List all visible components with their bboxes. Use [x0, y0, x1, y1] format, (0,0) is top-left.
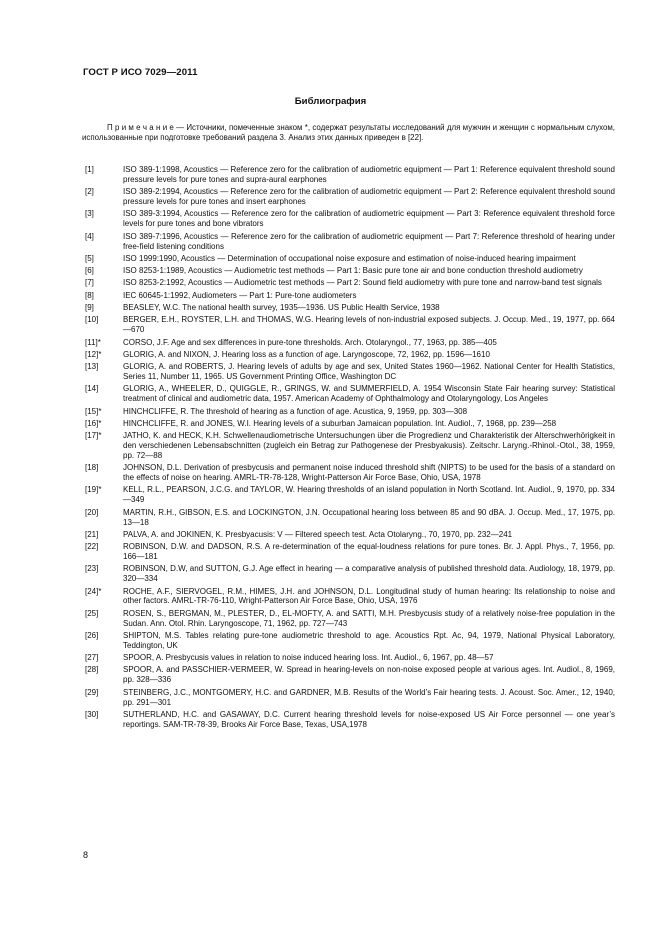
reference-item [82, 266, 615, 276]
reference-text: ISO 389-3:1994, Acoustics — Reference zero for the calibration of audiometric equipment — Part 3: Reference equivalent threshold force levels for pure tones and bone vibrators [123, 209, 615, 229]
reference-text: SPOOR, A. Presbycusis values in relation to noise induced hearing loss. Int. Audiol., 6, 1967, pp. 48—57 [123, 653, 494, 663]
reference-number: [25] [85, 608, 99, 618]
reference-text: JATHO, K. and HECK, K.H. Schwellenaudiometrische Untersuchungen über die Progredienz und Charakteristik der Alterschwerhörigkeit in den verschiedenen Lebensabschnitten (zugleich ein Betrag zur Pathogenese der Presbyakusis). Zeitschr. Laryng.-Rhinol.-Otol., 38, 1959, pp. 72—88 [123, 431, 615, 460]
reference-text: MARTIN, R.H., GIBSON, E.S. and LOCKINGTON, J.N. Occupational hearing loss between 85 and 90 dBA. J. Occup. Med., 17, 1975, pp. 13—18 [123, 507, 615, 527]
reference-text: STEINBERG, J.C., MONTGOMERY, H.C. and GARDNER, M.B. Results of the World’s Fair hearing tests. J. Acoust. Soc. Amer., 12, 1940, pp. 291—301 [123, 687, 615, 707]
page-number: 8 [83, 850, 89, 860]
reference-text: HINCHCLIFFE, R. The threshold of hearing as a function of age. Acustica, 9, 1959, pp. 303—308 [123, 406, 468, 416]
reference-number: [18] [85, 463, 99, 473]
reference-number: [11]* [85, 337, 101, 347]
reference-text: ROSEN, S., BERGMAN, M., PLESTER, D., EL-MOFTY, A. and SATTI, M.H. Presbycusis study of a relatively noise-free population in the Sudan. Ann. Otol. Rhin. Laryngoscope, 71, 1962, pp. 727—743 [123, 608, 615, 628]
reference-number: [16]* [85, 418, 102, 428]
reference-number: [17]* [85, 431, 102, 441]
reference-item [82, 291, 615, 301]
reference-number: [20] [85, 507, 99, 517]
reference-item [82, 187, 615, 207]
reference-item [82, 338, 615, 348]
reference-number: [13] [85, 362, 99, 372]
reference-text: ISO 389-2:1994, Acoustics — Reference zero for the calibration of audiometric equipment — Part 2: Reference equivalent threshold sound pressure levels for pure tones and insert earphones [123, 187, 615, 207]
reference-number: [3] [85, 209, 94, 219]
reference-text: PALVA, A. and JOKINEN, K. Presbyacusis: V — Filtered speech test. Acta Otolaryng., 70, 1970, pp. 232—241 [123, 529, 513, 539]
reference-number: [9] [85, 303, 94, 312]
reference-text: SHIPTON, M.S. Tables relating pure-tone audiometric threshold to age. Acoustics Rpt. Ac, 94, 1979, National Physical Laboratory, Teddington, UK [123, 630, 615, 650]
reference-number: [27] [85, 653, 99, 663]
reference-text: JOHNSON, D.L. Derivation of presbycusis and permanent noise induced threshold shift (NIPTS) to be used for the basis of a standard on the effects of noise on hearing. AMRL-TR-78-128, Wright-Patterson Air Force Base, Ohio, USA, 1978 [123, 463, 615, 483]
document-header: ГОСТ Р ИСО 7029—2011 [83, 67, 198, 78]
reference-item [82, 278, 615, 288]
reference-item [82, 665, 615, 685]
reference-number: [2] [85, 187, 94, 197]
reference-text: GLORIG, A. and ROBERTS, J. Hearing levels of adults by age and sex, United States 1960—1962. National Center for Health Statistics, Series 11, Number 11, 1965. US Government Printing Office, Washington DC [123, 362, 615, 381]
reference-item [82, 407, 615, 417]
reference-item [82, 485, 615, 505]
reference-number: [30] [85, 709, 99, 719]
reference-item [82, 631, 615, 651]
reference-item [82, 587, 615, 607]
reference-item [82, 350, 615, 360]
reference-item [82, 508, 615, 528]
reference-item [82, 609, 615, 629]
reference-text: ISO 389-1:1998, Acoustics — Reference zero for the calibration of audiometric equipment — Part 1: Reference equivalent threshold sound pressure levels for pure tones and supra-aural earphones [123, 165, 615, 184]
reference-text: ISO 8253-2:1992, Acoustics — Audiometric test methods — Part 2: Sound field audiometry with pure tone and narrow-band test signals [123, 278, 602, 288]
reference-number: [7] [85, 278, 94, 288]
reference-number: [23] [85, 564, 99, 574]
reference-text: ROBINSON, D.W, and SUTTON, G.J. Age effect in hearing — a comparative analysis of published threshold data. Audiology, 18, 1979, pp. 320—334 [123, 564, 615, 584]
reference-number: [28] [85, 665, 99, 675]
reference-number: [4] [85, 231, 94, 241]
reference-text: BEASLEY, W.C. The national health survey, 1935—1936. US Public Health Service, 1938 [123, 303, 440, 312]
reference-text: ISO 8253-1:1989, Acoustics — Audiometric test methods — Part 1: Basic pure tone air and bone conduction threshold audiometry [123, 266, 583, 276]
reference-item [82, 232, 615, 252]
reference-text: HINCHCLIFFE, R. and JONES, W.I. Hearing levels of a suburban Jamaican population. Int. Audiol., 7, 1968, pp. 239—258 [123, 418, 557, 428]
reference-item [82, 419, 615, 429]
reference-number: [1] [85, 165, 94, 174]
reference-number: [10] [85, 315, 99, 325]
reference-number: [12]* [85, 349, 102, 359]
reference-list [82, 165, 615, 732]
reference-item [82, 653, 615, 663]
reference-item [82, 463, 615, 483]
reference-number: [29] [85, 687, 99, 697]
reference-text: SPOOR, A. and PASSCHIER-VERMEER, W. Spread in hearing-levels on non-noise exposed people at various ages. Int. Audiol., 8, 1969, pp. 328—336 [123, 665, 615, 685]
reference-text: IEC 60645-1:1992, Audiometers — Part 1: Pure-tone audiometers [123, 290, 357, 300]
reference-text: BERGER, E.H., ROYSTER, L.H. and THOMAS, W.G. Hearing levels of non-industrial exposed subjects. J. Occup. Med., 19, 1977, pp. 664—670 [123, 315, 615, 335]
reference-text: SUTHERLAND, H.C. and GASAWAY, D.C. Current hearing threshold levels for noise-exposed US Air Force personnel — one year’s reportings. SAM-TR-78-39, Brooks Air Force Base, Texas, USA,1978 [123, 709, 615, 729]
reference-item [82, 362, 615, 382]
reference-text: GLORIG, A., WHEELER, D., QUIGGLE, R., GRINGS, W. and SUMMERFIELD, A. 1954 Wisconsin State Fair hearing survey: Statistical treatment of clinical and audiometric data, 1957. American Academy of Ophthalmology and Otolaryngology, Los Angeles [123, 384, 615, 404]
reference-number: [8] [85, 290, 94, 300]
reference-item [82, 303, 615, 313]
reference-number: [5] [85, 253, 94, 263]
reference-item [82, 209, 615, 229]
reference-number: [14] [85, 384, 99, 394]
reference-number: [19]* [85, 485, 102, 495]
bibliography-note: П р и м е ч а н и е — Источники, помеченные знаком *, содержат результаты исследований для мужчин и женщин с нормальным слухом, использованные при подготовке требований раздела 3. Анализ этих данных приведен в [22]. [82, 123, 615, 143]
reference-text: ISO 389-7:1996, Acoustics — Reference zero for the calibration of audiometric equipment — Part 7: Reference threshold of hearing under free-field listening conditions [123, 231, 615, 251]
reference-number: [26] [85, 630, 99, 640]
reference-item [82, 384, 615, 404]
reference-text: CORSO, J.F. Age and sex differences in pure-tone thresholds. Arch. Otolaryngol., 77, 1963, pp. 385—405 [123, 337, 497, 347]
reference-number: [15]* [85, 406, 102, 416]
reference-item [82, 431, 615, 461]
reference-item [82, 315, 615, 335]
reference-number: [22] [85, 542, 99, 552]
reference-item [82, 530, 615, 540]
reference-number: [6] [85, 266, 94, 276]
reference-text: ISO 1999:1990, Acoustics — Determination of occupational noise exposure and estimation of noise-induced hearing impairment [123, 253, 576, 263]
reference-item [82, 688, 615, 708]
reference-text: ROBINSON, D.W. and DADSON, R.S. A re-determination of the equal-loudness relations for pure tones. Br. J. Appl. Phys., 7, 1956, pp. 166—181 [123, 542, 615, 562]
reference-text: ROCHE, A.F., SIERVOGEL, R.M., HIMES, J.H. and JOHNSON, D.L. Longitudinal study of human hearing: Its relationship to noise and other factors. AMRL-TR-76-110, Wright-Patterson Air Force Base, Ohio, USA, 1976 [123, 586, 615, 606]
reference-number: [21] [85, 529, 99, 539]
reference-item [82, 710, 615, 730]
reference-item [82, 254, 615, 264]
reference-item [82, 564, 615, 584]
reference-item [82, 165, 615, 185]
reference-number: [24]* [85, 586, 102, 596]
reference-item [82, 542, 615, 562]
page-title: Библиография [294, 96, 367, 107]
reference-text: KELL, R.L., PEARSON, J.C.G. and TAYLOR, W. Hearing thresholds of an island population in North Scotland. Int. Audiol., 9, 1970, pp. 334—349 [123, 485, 615, 505]
reference-text: GLORIG, A. and NIXON, J. Hearing loss as a function of age. Laryngoscope, 72, 1962, pp. 1596—1610 [123, 349, 490, 359]
